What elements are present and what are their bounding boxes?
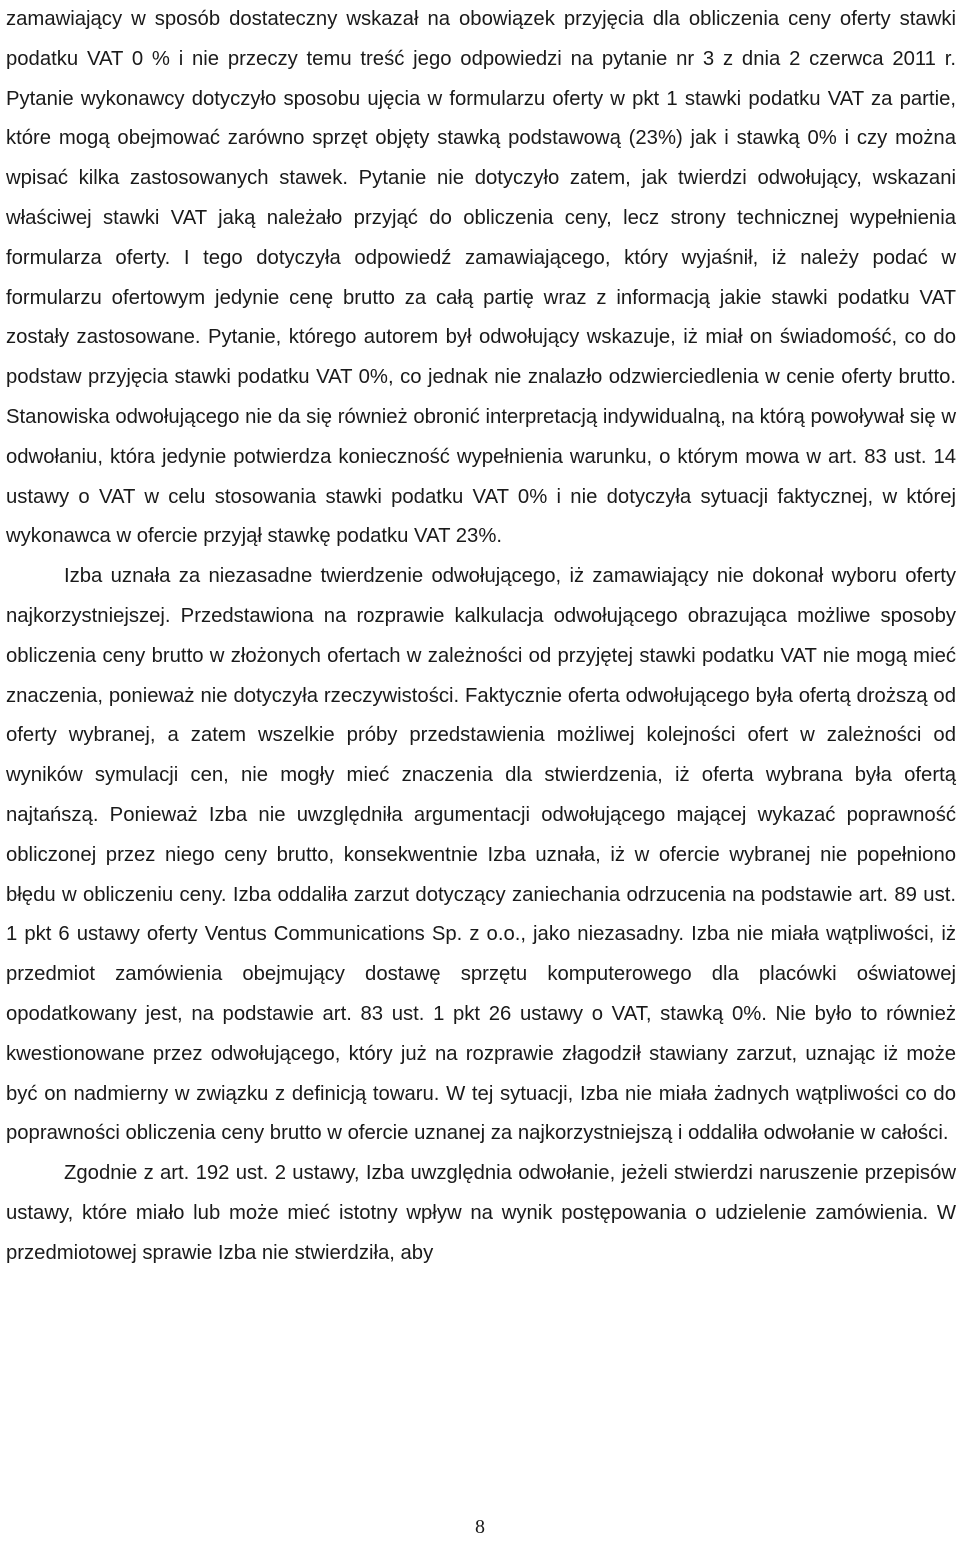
paragraph-2: Izba uznała za niezasadne twierdzenie odwołującego, iż zamawiający nie dokonał wyboru oferty najkorzystniejszej. Przedstawiona na rozprawie kalkulacja odwołującego obrazująca możliwe sposoby obliczenia ceny brutto w złożonych ofertach w zależności od przyjętej stawki podatku VAT nie mogą mieć znaczenia, ponieważ nie dotyczyła rzeczywistości. Faktycznie oferta odwołującego była ofertą droższą od oferty wybranej, a zatem wszelkie próby przedstawienia możliwej kolejności ofert w zależności od wyników symulacji cen, nie mogły mieć znaczenia dla stwierdzenia, iż oferta wybrana była ofertą najtańszą. Ponieważ Izba nie uwzględniła argumentacji odwołującego mającej wykazać poprawność obliczonej przez niego ceny brutto, konsekwentnie Izba uznała, iż w ofercie wybranej nie popełniono błędu w obliczeniu ceny. Izba oddaliła zarzut dotyczący zaniechania odrzucenia na podstawie art. 89 ust. 1 pkt 6 ustawy oferty Ventus Communications Sp. z o.o., jako niezasadny. Izba nie miała wątpliwości, iż przedmiot zamówienia obejmujący dostawę sprzętu komputerowego dla placówki oświatowej opodatkowany jest, na podstawie art. 83 ust. 1 pkt 26 ustawy o VAT, stawką 0%. Nie było to również kwestionowane przez odwołującego, który już na rozprawie złagodził stawiany zarzut, uznając iż może być on nadmierny w związku z definicją towaru. W tej sytuacji, Izba nie miała żadnych wątpliwości co do poprawności obliczenia ceny brutto w ofercie uznanej za najkorzystniejszą i oddaliła odwołanie w całości. [6,565,956,1145]
page-number: 8 [475,1516,485,1538]
paragraph-3: Zgodnie z art. 192 ust. 2 ustawy, Izba uwzględnia odwołanie, jeżeli stwierdzi naruszenie przepisów ustawy, które miało lub może mieć istotny wpływ na wynik postępowania o udzielenie zamówienia. W przedmiotowej sprawie Izba nie stwierdziła, aby [6,1162,956,1264]
document-body [6,0,956,1274]
paragraph-1: zamawiający w sposób dostateczny wskazał na obowiązek przyjęcia dla obliczenia ceny oferty stawki podatku VAT 0 % i nie przeczy temu treść jego odpowiedzi na pytanie nr 3 z dnia 2 czerwca 2011 r. Pytanie wykonawcy dotyczyło sposobu ujęcia w formularzu oferty w pkt 1 stawki podatku VAT za partie, które mogą obejmować zarówno sprzęt objęty stawką podstawową (23%) jak i stawką 0% i czy można wpisać kilka zastosowanych stawek. Pytanie nie dotyczyło zatem, jak twierdzi odwołujący, wskazani właściwej stawki VAT jaką należało przyjąć do obliczenia ceny, lecz strony technicznej wypełnienia formularza oferty. I tego dotyczyła odpowiedź zamawiającego, który wyjaśnił, iż należy podać w formularzu ofertowym jedynie cenę brutto za całą partię wraz z informacją jakie stawki podatku VAT zostały zastosowane. Pytanie, którego autorem był odwołujący wskazuje, iż miał on świadomość, co do podstaw przyjęcia stawki podatku VAT 0%, co jednak nie znalazło odzwierciedlenia w cenie oferty brutto. Stanowiska odwołującego nie da się również obronić interpretacją indywidualną, na którą powoływał się w odwołaniu, która jedynie potwierdza konieczność wypełnienia warunku, o którym mowa w art. 83 ust. 14 ustawy o VAT w celu stosowania stawki podatku VAT 0% i nie dotyczyła sytuacji faktycznej, w której wykonawca w ofercie przyjął stawkę podatku VAT 23%. [6,8,956,548]
